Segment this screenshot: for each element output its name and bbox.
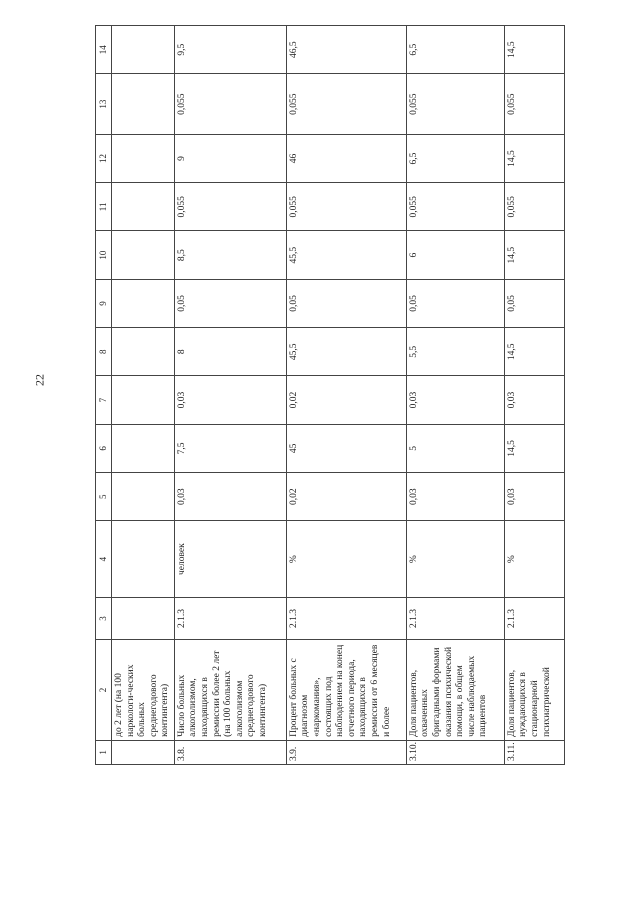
value-cell [112, 74, 175, 134]
value-cell: 0,055 [504, 183, 564, 231]
value-cell: 8,5 [174, 231, 286, 279]
value-cell: 0,055 [286, 183, 406, 231]
value-cell: 0,05 [286, 279, 406, 327]
row-number-cell: 3.9. [286, 740, 406, 764]
table-row [112, 26, 175, 765]
value-cell: 9 [174, 134, 286, 182]
value-cell [112, 183, 175, 231]
header-cell: 5 [96, 473, 112, 521]
value-cell: 14,5 [504, 26, 564, 74]
value-cell: 0,03 [406, 376, 504, 424]
table-row [174, 26, 286, 765]
header-row [96, 26, 112, 765]
header-cell: 13 [96, 74, 112, 134]
value-cell: 0,055 [174, 183, 286, 231]
row-number-cell: 3.10. [406, 740, 504, 764]
value-cell: 45,5 [286, 328, 406, 376]
code-cell: 2.1.3 [174, 597, 286, 639]
value-cell [112, 231, 175, 279]
unit-cell: человек [174, 521, 286, 598]
value-cell [112, 424, 175, 472]
unit-cell: % [406, 521, 504, 598]
header-cell: 4 [96, 521, 112, 598]
header-cell: 1 [96, 740, 112, 764]
value-cell: 0,02 [286, 376, 406, 424]
unit-cell [112, 521, 175, 598]
rotated-table-wrapper [95, 25, 610, 765]
value-cell: 14,5 [504, 231, 564, 279]
header-cell: 2 [96, 640, 112, 741]
value-cell: 0,055 [406, 183, 504, 231]
table-row [406, 26, 504, 765]
value-cell: 0,03 [406, 473, 504, 521]
value-cell: 45,5 [286, 231, 406, 279]
value-cell: 0,03 [174, 473, 286, 521]
header-cell: 8 [96, 328, 112, 376]
value-cell: 8 [174, 328, 286, 376]
value-cell [112, 279, 175, 327]
value-cell [112, 328, 175, 376]
value-cell: 14,5 [504, 328, 564, 376]
value-cell: 14,5 [504, 134, 564, 182]
value-cell [112, 473, 175, 521]
code-cell: 2.1.3 [406, 597, 504, 639]
code-cell: 2.1.3 [286, 597, 406, 639]
indicator-name-cell: до 2 лет (на 100 наркологи-ческих больных среднегодового контингента) [112, 640, 175, 741]
table-row [286, 26, 406, 765]
value-cell: 0,05 [406, 279, 504, 327]
value-cell: 0,02 [286, 473, 406, 521]
value-cell: 7,5 [174, 424, 286, 472]
value-cell: 0,055 [286, 74, 406, 134]
value-cell: 0,03 [504, 376, 564, 424]
value-cell: 0,055 [406, 74, 504, 134]
value-cell: 5,5 [406, 328, 504, 376]
value-cell: 9,5 [174, 26, 286, 74]
value-cell: 6 [406, 231, 504, 279]
page-number: 22 [32, 374, 47, 386]
value-cell: 46,5 [286, 26, 406, 74]
value-cell: 45 [286, 424, 406, 472]
row-number-cell: 3.8. [174, 740, 286, 764]
code-cell: 2.1.3 [504, 597, 564, 639]
header-cell: 9 [96, 279, 112, 327]
header-cell: 10 [96, 231, 112, 279]
indicators-table [95, 25, 565, 765]
header-cell: 6 [96, 424, 112, 472]
table-row [504, 26, 564, 765]
indicator-name-cell: Доля пациентов, нуждающихся в стационарной психиатрической [504, 640, 564, 741]
row-number-cell: 3.11. [504, 740, 564, 764]
row-number-cell [112, 740, 175, 764]
value-cell: 46 [286, 134, 406, 182]
header-cell: 14 [96, 26, 112, 74]
value-cell: 14,5 [504, 424, 564, 472]
value-cell: 0,03 [174, 376, 286, 424]
value-cell: 5 [406, 424, 504, 472]
header-cell: 11 [96, 183, 112, 231]
value-cell: 0,055 [174, 74, 286, 134]
unit-cell: % [504, 521, 564, 598]
value-cell: 0,03 [504, 473, 564, 521]
value-cell [112, 376, 175, 424]
indicator-name-cell: Процент больных с диагнозом «наркомания», состоящих под наблюдением на конец отчетного периода, находящихся в ремиссии от 6 месяцев и более [286, 640, 406, 741]
value-cell: 0,055 [504, 74, 564, 134]
value-cell: 6,5 [406, 26, 504, 74]
code-cell [112, 597, 175, 639]
indicator-name-cell: Доля пациентов, охваченных бригадными формами оказания психической помощи, в общем числе наблюдаемых пациентов [406, 640, 504, 741]
header-cell: 12 [96, 134, 112, 182]
header-cell: 7 [96, 376, 112, 424]
unit-cell: % [286, 521, 406, 598]
value-cell [112, 26, 175, 74]
value-cell: 0,05 [504, 279, 564, 327]
header-cell: 3 [96, 597, 112, 639]
indicator-name-cell: Число больных алкоголизмом, находящихся в ремиссии более 2 лет (на 100 больных алкоголизмом среднегодового контингента) [174, 640, 286, 741]
value-cell: 0,05 [174, 279, 286, 327]
value-cell [112, 134, 175, 182]
value-cell: 6,5 [406, 134, 504, 182]
